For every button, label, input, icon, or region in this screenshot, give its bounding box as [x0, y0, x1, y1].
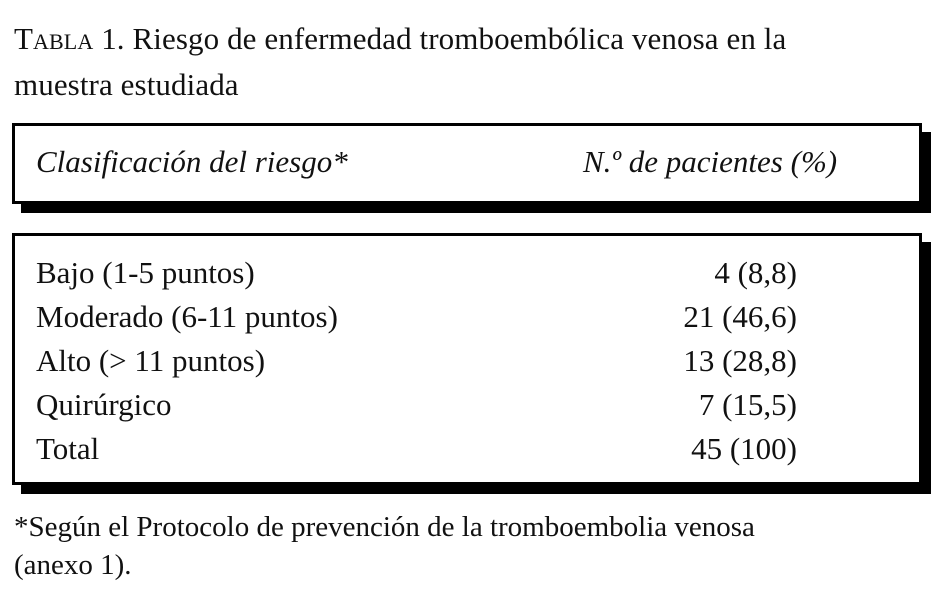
row-value: 7 (15,5): [698, 387, 797, 422]
table-row-total: [15, 427, 919, 471]
table-row: [15, 251, 919, 295]
footnote-line2: (anexo 1).: [14, 549, 132, 581]
row-label: Bajo (1-5 puntos): [36, 255, 255, 290]
row-label: Alto (> 11 puntos): [36, 343, 266, 378]
row-label: Total: [36, 431, 100, 466]
table-body: [12, 233, 922, 485]
table-header: [12, 123, 922, 204]
header-classification: Clasificación del riesgo*: [36, 144, 348, 179]
row-value: 45 (100): [691, 431, 797, 466]
table-label: Tabla: [14, 21, 94, 56]
caption-text-line1: Riesgo de enfermedad tromboembólica venosa en la: [132, 21, 787, 56]
table-row: [15, 339, 919, 383]
table-footnote: [14, 508, 934, 584]
table-rows: [15, 251, 919, 471]
footnote-line1: *Según el Protocolo de prevención de la tromboembolia venosa: [14, 511, 755, 543]
caption-text-line2: muestra estudiada: [14, 67, 239, 102]
row-label: Quirúrgico: [36, 387, 172, 422]
table-row: [15, 295, 919, 339]
row-value: 13 (28,8): [683, 343, 797, 378]
header-patients: N.º de pacientes (%): [583, 144, 838, 179]
row-value: 4 (8,8): [714, 255, 797, 290]
table-caption: [14, 16, 934, 108]
table-row: [15, 383, 919, 427]
row-value: 21 (46,6): [683, 299, 797, 334]
row-label: Moderado (6-11 puntos): [36, 299, 338, 334]
table-number: 1.: [101, 21, 125, 56]
